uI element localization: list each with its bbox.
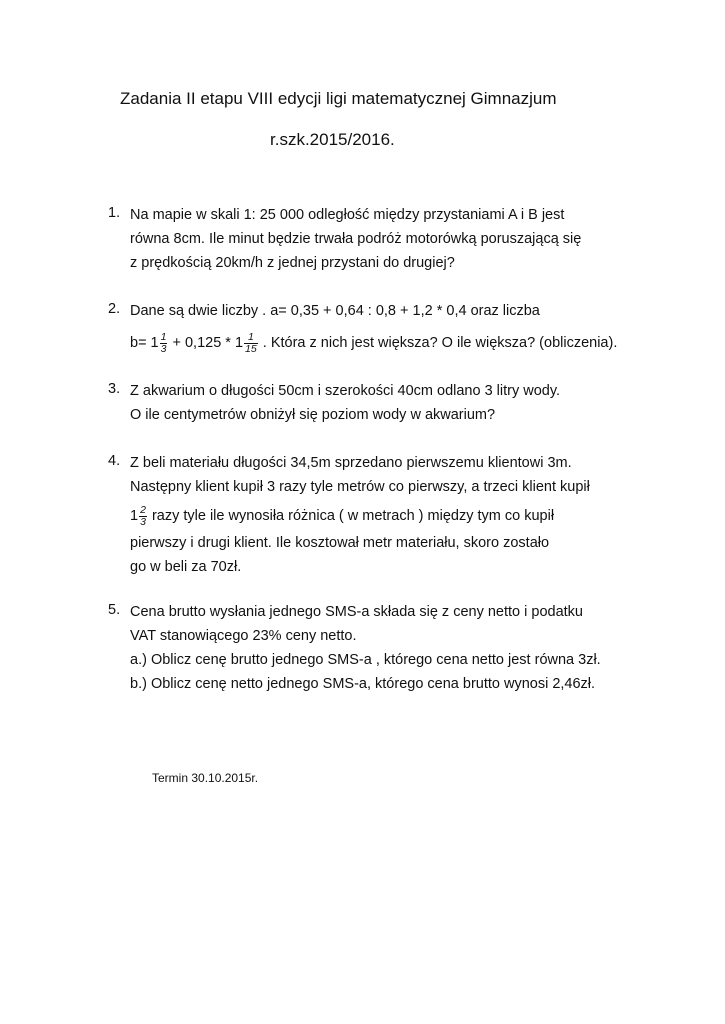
fraction-numerator: 2 — [140, 503, 146, 516]
task-text-line: VAT stanowiącego 23% ceny netto. — [130, 628, 357, 644]
fraction — [244, 332, 258, 355]
task-number: 5. — [108, 602, 121, 618]
task-text-line: O ile centymetrów obniżył się poziom wody w akwarium? — [130, 407, 496, 423]
fraction-denominator: 15 — [245, 342, 257, 355]
fraction — [160, 332, 168, 355]
task-number: 3. — [108, 381, 121, 397]
deadline: Termin 30.10.2015r. — [152, 771, 259, 785]
fraction-denominator: 3 — [140, 515, 146, 528]
task-number: 1. — [108, 205, 121, 221]
task-text-line-with-fractions — [130, 329, 617, 357]
text-fragment: razy tyle ile wynosiła różnica ( w metrach ) między tym co kupił — [147, 508, 555, 524]
page-title: Zadania II etapu VIII edycji ligi matematycznej Gimnazjum — [120, 89, 557, 108]
task-number: 4. — [108, 453, 121, 469]
task-text-line: Następny klient kupił 3 razy tyle metrów co pierwszy, a trzeci klient kupił — [130, 479, 590, 495]
text-fragment: . Która z nich jest większa? O ile większa? (obliczenia). — [258, 335, 618, 351]
school-year: r.szk.2015/2016. — [270, 130, 395, 149]
task-number: 2. — [108, 301, 121, 317]
task-text-line: go w beli za 70zł. — [130, 559, 242, 575]
text-fragment: + 0,125 * 1 — [168, 335, 244, 351]
task-text-line: pierwszy i drugi klient. Ile kosztował metr materiału, skoro zostało — [130, 535, 550, 551]
task-text-line: z prędkością 20km/h z jednej przystani do drugiej? — [130, 255, 455, 271]
fraction — [139, 505, 147, 528]
task-text-line: Na mapie w skali 1: 25 000 odległość między przystaniami A i B jest — [130, 207, 565, 223]
task-text-line: równa 8cm. Ile minut będzie trwała podróż motorówką poruszającą się — [130, 231, 582, 247]
fraction-numerator: 1 — [160, 330, 167, 343]
fraction-numerator: 1 — [244, 332, 258, 344]
task-text-line: Dane są dwie liczby . a= 0,35 + 0,64 : 0,8 + 1,2 * 0,4 oraz liczba — [130, 303, 540, 319]
task-text-line-with-fraction — [130, 501, 554, 531]
task-text-line: Z beli materiału długości 34,5m sprzedano pierwszemu klientowi 3m. — [130, 455, 572, 471]
task-text-line: Cena brutto wysłania jednego SMS-a składa się z ceny netto i podatku — [130, 604, 583, 620]
text-fragment: b= 1 — [130, 335, 159, 351]
task-text-line: Z akwarium o długości 50cm i szerokości 40cm odlano 3 litry wody. — [130, 383, 561, 399]
fraction-denominator: 3 — [160, 342, 167, 355]
task-text-line: a.) Oblicz cenę brutto jednego SMS-a , którego cena netto jest równa 3zł. — [130, 652, 601, 668]
text-fragment: 1 — [130, 508, 139, 524]
task-text-line: b.) Oblicz cenę netto jednego SMS-a, którego cena brutto wynosi 2,46zł. — [130, 676, 596, 692]
